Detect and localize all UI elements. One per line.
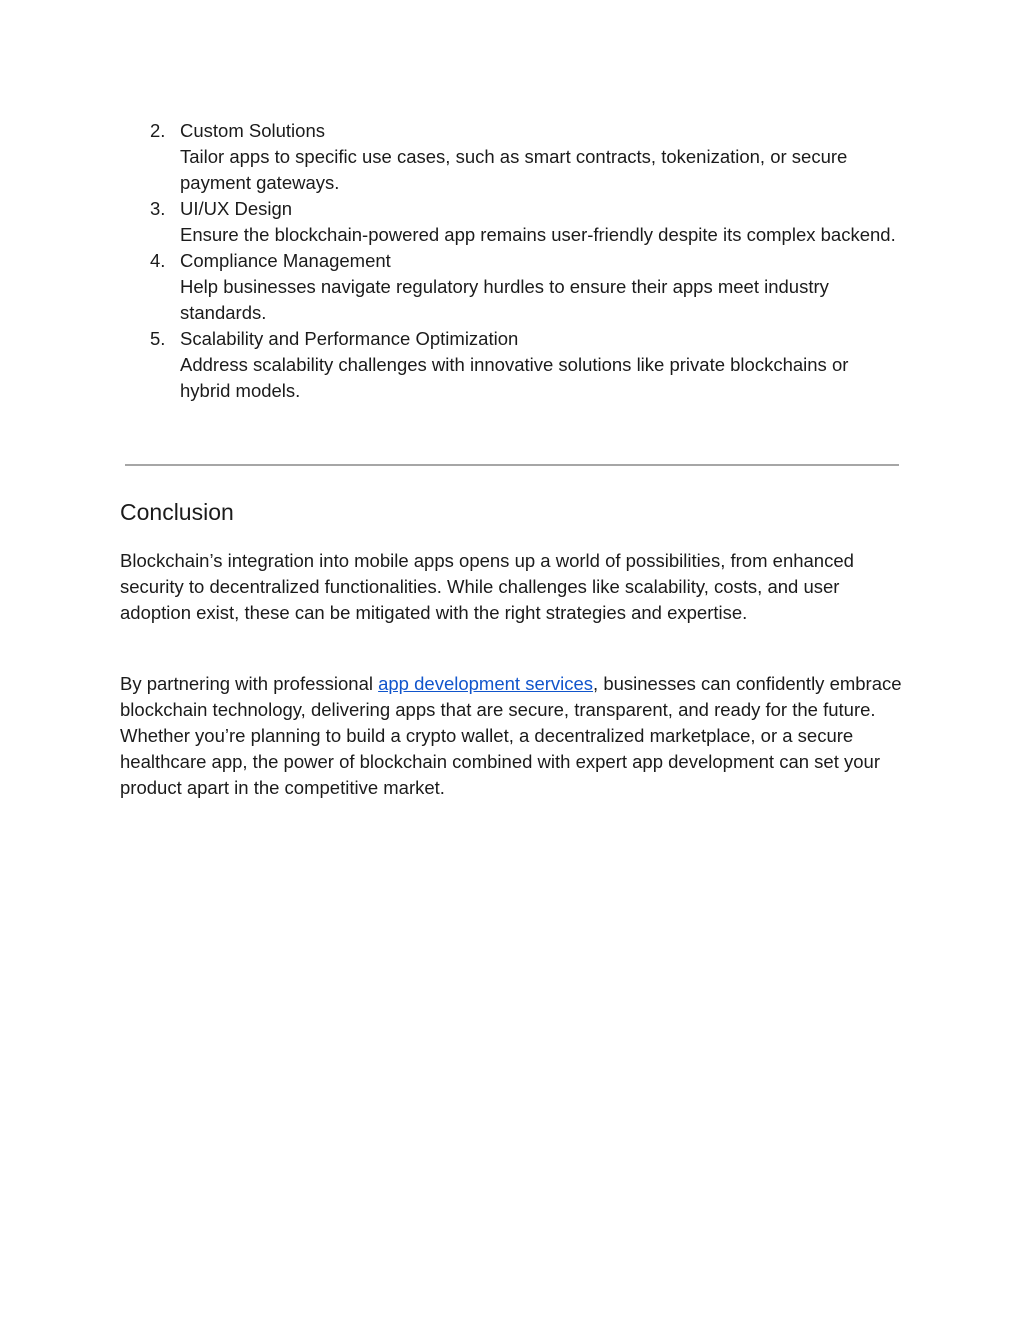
services-list [120,118,900,404]
conclusion-heading: Conclusion [120,499,234,525]
list-item-number: 4. [150,250,166,271]
list-item [120,118,900,196]
list-item-number: 2. [150,120,166,141]
list-item-description: Help businesses navigate regulatory hurdles to ensure their apps meet industry standards. [180,276,829,323]
list-item-title: Custom Solutions [180,120,325,141]
list-item-title: UI/UX Design [180,198,293,219]
list-item-number: 5. [150,328,166,349]
list-item-description: Ensure the blockchain-powered app remains user-friendly despite its complex backend. [180,224,896,245]
list-item [120,248,900,326]
list-item-description: Address scalability challenges with innovative solutions like private blockchains or hybrid models. [180,354,849,401]
paragraph-text-after-link: , businesses can confidently embrace blockchain technology, delivering apps that are secure, transparent, and ready for the future. Whether you’re planning to build a crypto wallet, a decentralized marketplace, or a secure healthcare app, the power of blockchain combined with expert app development can set your product apart in the competitive market. [120,673,902,798]
horizontal-divider [125,464,899,466]
list-item-title: Scalability and Performance Optimization [180,328,519,349]
list-item-title: Compliance Management [180,250,391,271]
conclusion-paragraph-with-link [120,671,902,801]
list-item-number: 3. [150,198,166,219]
list-item-description: Tailor apps to specific use cases, such as smart contracts, tokenization, or secure payment gateways. [180,146,848,193]
paragraph-text-before-link: By partnering with professional [120,673,379,694]
list-item [120,326,900,404]
app-development-services-link[interactable]: app development services [378,673,594,694]
list-item [120,196,900,248]
conclusion-paragraph: Blockchain’s integration into mobile apps opens up a world of possibilities, from enhanced security to decentralized functionalities. While challenges like scalability, costs, and user adoption exist, these can be mitigated with the right strategies and expertise. [120,550,854,623]
